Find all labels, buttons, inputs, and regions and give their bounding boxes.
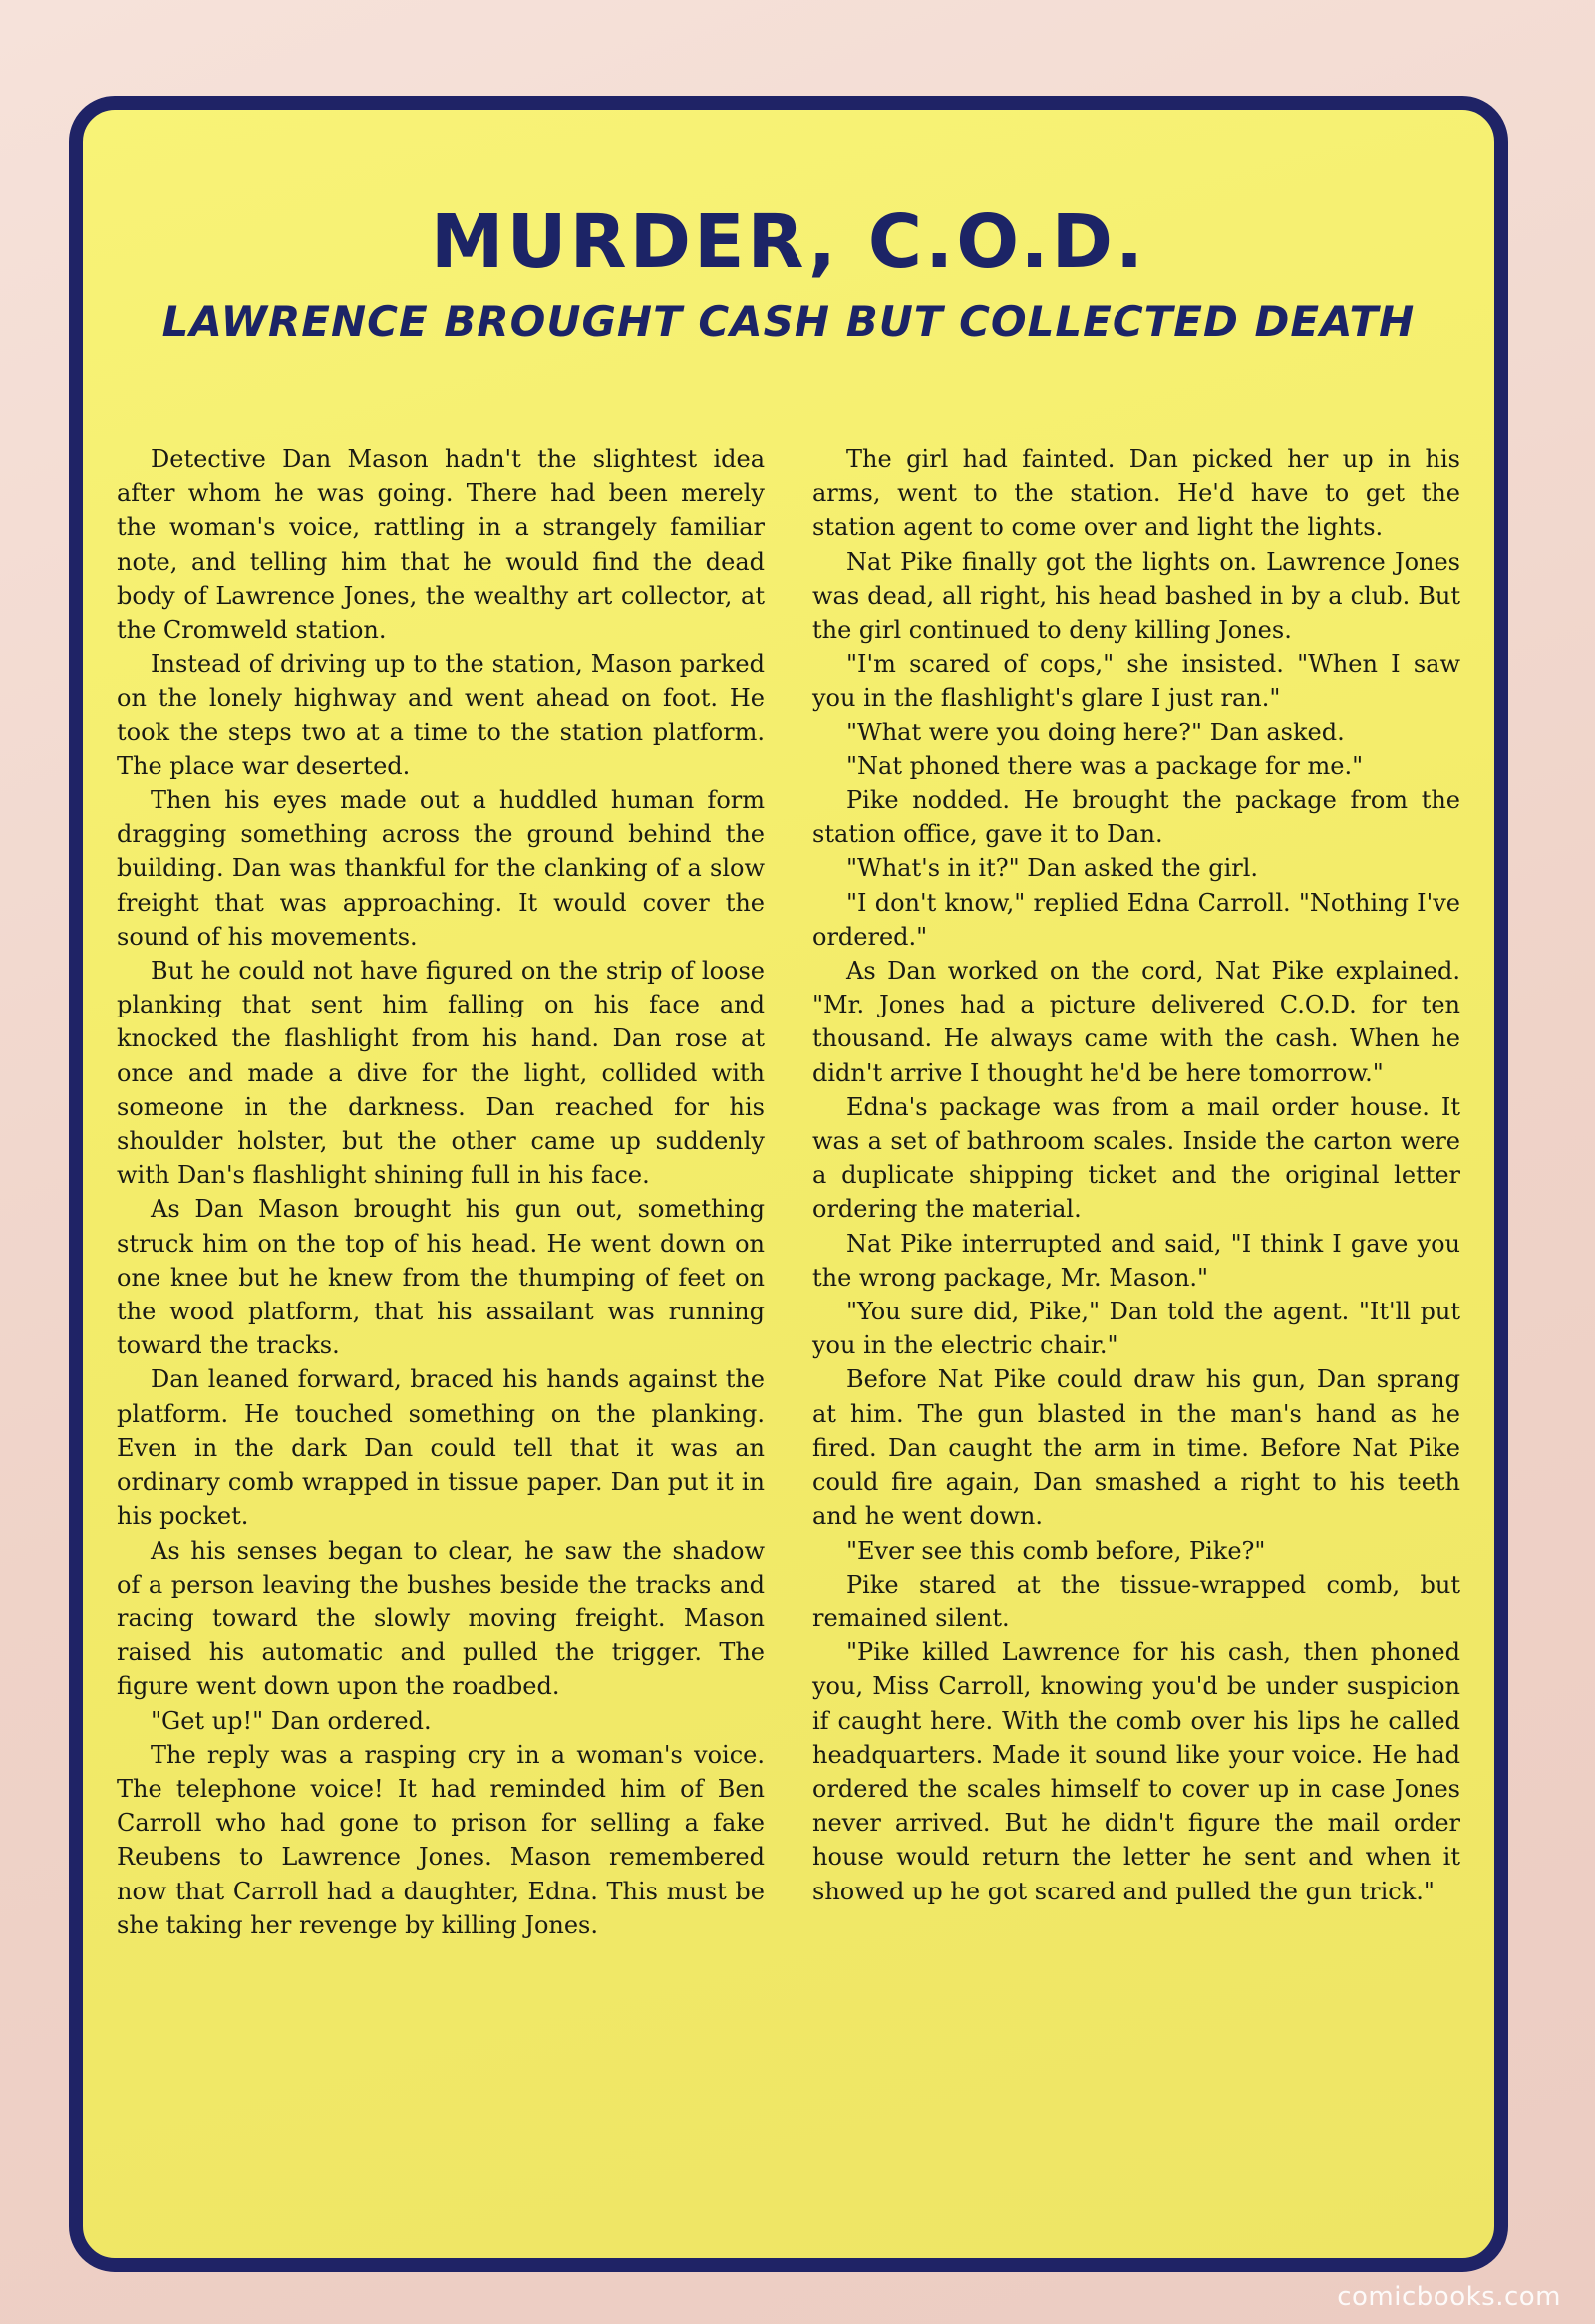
story-paragraph: The girl had fainted. Dan picked her up in his arms, went to the station. He'd have to get the station agent to come over and light the lights.: [812, 445, 1460, 542]
story-paragraph: Nat Pike interrupted and said, "I think I gave you the wrong package, Mr. Mason.": [812, 1229, 1460, 1292]
story-paragraph: "Ever see this comb before, Pike?": [846, 1536, 1266, 1565]
story-paragraph: As his senses began to clear, he saw the shadow of a person leaving the bushes beside the tracks and racing toward the slowly moving freight. Mason raised his automatic and pulled the trigger. The figure went down upon the roadbed.: [117, 1536, 765, 1701]
story-paragraph: "Pike killed Lawrence for his cash, then phoned you, Miss Carroll, knowing you'd be under suspicion if caught here. With the comb over his lips he called headquarters. Made it sound like your voice. He had ordered the scales himself to cover up in case Jones never arrived. But he didn't figure the mail order house would return the letter he sent and when it showed up he got scared and pulled the gun trick.": [812, 1638, 1460, 1905]
right-text-column: [812, 442, 1460, 1908]
story-paragraph: As Dan Mason brought his gun out, something struck him on the top of his head. He went down on one knee but he knew from the thumping of feet on the wood platform, that his assailant was running toward the tracks.: [117, 1195, 765, 1360]
story-subtitle: LAWRENCE BROUGHT CASH BUT COLLECTED DEATH: [161, 297, 1416, 346]
story-paragraph: "Get up!" Dan ordered.: [151, 1706, 432, 1735]
story-paragraph: "I'm scared of cops," she insisted. "When I saw you in the flashlight's glare I just ran.": [812, 650, 1460, 713]
story-paragraph: But he could not have figured on the strip of loose planking that sent him falling on his face and knocked the flashlight from his hand. Dan rose at once and made a dive for the light, collided with someone in the darkness. Dan reached for his shoulder holster, but the other came up suddenly with Dan's flashlight shining full in his face.: [117, 957, 765, 1190]
story-paragraph: Dan leaned forward, braced his hands against the platform. He touched something on the planking. Even in the dark Dan could tell that it was an ordinary comb wrapped in tissue paper. Dan put it in his pocket.: [117, 1365, 765, 1531]
story-paragraph: Edna's package was from a mail order house. It was a set of bathroom scales. Inside the carton were a duplicate shipping ticket and the original letter ordering the material.: [812, 1092, 1460, 1224]
story-panel: [69, 96, 1508, 2272]
story-paragraph: "Nat phoned there was a package for me.": [846, 751, 1364, 780]
story-paragraph: "What's in it?" Dan asked the girl.: [846, 854, 1259, 883]
story-paragraph: Instead of driving up to the station, Mason parked on the lonely highway and went ahead on foot. He took the steps two at a time to the station platform. The place war deserted.: [117, 650, 765, 780]
story-paragraph: "What were you doing here?" Dan asked.: [846, 718, 1345, 746]
story-paragraph: As Dan worked on the cord, Nat Pike explained. "Mr. Jones had a picture delivered C.O.D. for ten thousand. He always came with the cash. When he didn't arrive I thought he'd be here tomorrow.": [812, 957, 1460, 1087]
story-paragraph: Detective Dan Mason hadn't the slightest idea after whom he was going. There had been merely the woman's voice, rattling in a strangely familiar note, and telling him that he would find the dead body of Lawrence Jones, the wealthy art collector, at the Cromweld station.: [117, 445, 765, 645]
left-text-column: [117, 442, 765, 1942]
story-paragraph: Before Nat Pike could draw his gun, Dan sprang at him. The gun blasted in the man's hand as he fired. Dan caught the arm in time. Before Nat Pike could fire again, Dan smashed a right to his teeth and he went down.: [812, 1365, 1460, 1531]
story-paragraph: The reply was a rasping cry in a woman's voice. The telephone voice! It had reminded him of Ben Carroll who had gone to prison for selling a fake Reubens to Lawrence Jones. Mason remembered now that Carroll had a daughter, Edna. This must be she taking her revenge by killing Jones.: [117, 1740, 765, 1939]
story-paragraph: Pike nodded. He brought the package from the station office, gave it to Dan.: [812, 786, 1460, 849]
site-watermark: comicbooks.com: [1337, 2282, 1561, 2312]
story-paragraph: "I don't know," replied Edna Carroll. "Nothing I've ordered.": [812, 888, 1460, 951]
story-title: MURDER, C.O.D.: [430, 199, 1147, 285]
story-paragraph: Nat Pike finally got the lights on. Lawrence Jones was dead, all right, his head bashed in by a club. But the girl continued to deny killing Jones.: [812, 547, 1460, 645]
story-paragraph: Pike stared at the tissue-wrapped comb, but remained silent.: [812, 1570, 1460, 1632]
story-paragraph: "You sure did, Pike," Dan told the agent. "It'll put you in the electric chair.": [812, 1298, 1460, 1360]
story-paragraph: Then his eyes made out a huddled human form dragging something across the ground behind the building. Dan was thankful for the clanking of a slow freight that was approaching. It would cover the sound of his movements.: [117, 786, 765, 951]
